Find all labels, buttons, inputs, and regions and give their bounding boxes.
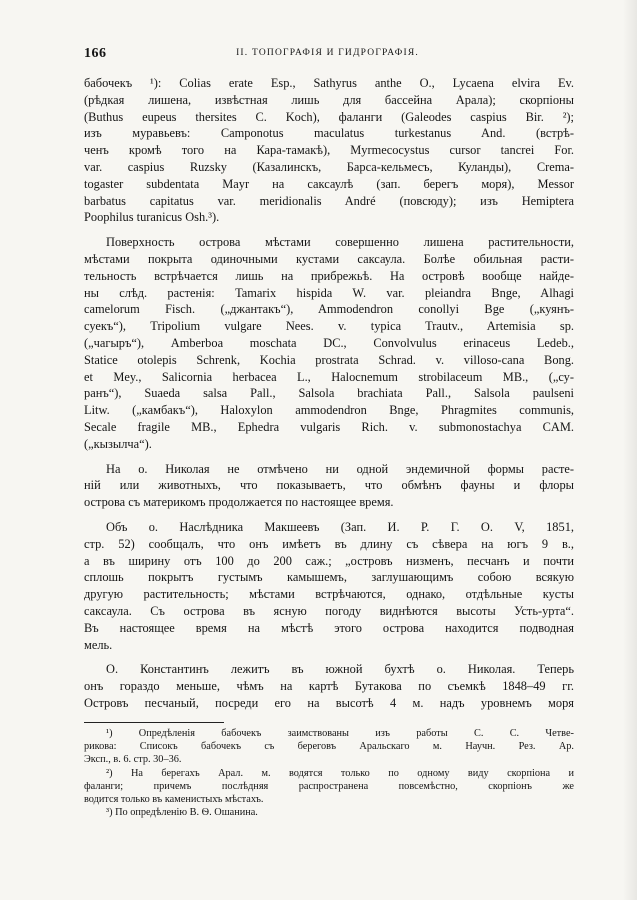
footnote-line: Эксп., в. 6. стр. 30–36. <box>84 754 182 766</box>
page-header <box>84 46 571 64</box>
footnote-divider <box>84 722 224 723</box>
footnotes <box>84 727 574 819</box>
footnote <box>84 767 574 807</box>
paragraph <box>84 75 574 226</box>
footnote <box>84 806 574 819</box>
text-line: ченъ кромѣ того на Кара-тамакѣ), Myrmecocystus cursor tancrei For. <box>84 143 574 158</box>
footnote-line: ³) По опредѣленію В. Ѳ. Ошанина. <box>106 807 258 819</box>
text-line: et Mey., Salicornia herbacea L., Halocnemum strobilaceum MB., („су- <box>84 369 574 384</box>
text-line: онъ гораздо меньше, чѣмъ на картѣ Бутакова по съемкѣ 1848–49 гг. <box>84 679 574 694</box>
text-line: а въ ширину отъ 100 до 200 саж.; „островъ низменъ, песчанъ и почти <box>84 553 574 568</box>
footnote <box>84 727 574 767</box>
page-number: 166 <box>84 46 107 61</box>
text-line: Въ настоящее время на мѣстѣ этого острова находится подводная <box>84 620 574 635</box>
text-line: ранъ“), Suaeda salsa Pall., Salsola brachiata Pall., Salsola paulseni <box>84 386 574 401</box>
text-line: стр. 52) сообщалъ, что онъ имѣетъ въ длину съ сѣвера на югъ 9 в., <box>84 536 574 551</box>
paragraph <box>84 661 574 711</box>
text-line: саксаула. Съ острова въ ясную погоду виднѣются высоты Усть-урта“. <box>84 603 574 618</box>
footnote-line: рикова: Списокъ бабочекъ съ береговъ Аральскаго м. Научн. Рез. Ар. <box>84 741 574 753</box>
text-line: бабочекъ ¹): Colias erate Esp., Sathyrus anthe O., Lycaena elvira Ev. <box>84 76 574 90</box>
text-line: camelorum Fisch. („джантакъ“), Ammodendron conollyi Bge („куянъ- <box>84 302 574 317</box>
footnote-line: ²) На берегахъ Арал. м. водятся только по одному виду скорпіона и <box>106 767 574 779</box>
text-line: мѣстами покрыта одиночными кустами саксаула. Болѣе обильная расти- <box>84 251 574 266</box>
text-line: ны слѣд. растенія: Tamarix hispida W. var. pleiandra Bnge, Alhagi <box>84 285 574 300</box>
text-line: Объ о. Наслѣдника Макшеевъ (Зап. И. Р. Г. О. V, 1851, <box>106 519 574 534</box>
text-line: Statice otolepis Schrenk, Kochia prostrata Schrad. v. villoso-cana Bong. <box>84 352 574 367</box>
text-line: Островъ песчаный, посреди его на высотѣ 4 м. надъ уровнемъ моря <box>84 695 574 710</box>
text-line: суекъ“), Tripolium vulgare Nees. v. typica Trautv., Artemisia sp. <box>84 319 574 334</box>
text-line: Поверхность острова мѣстами совершенно лишена растительности, <box>106 235 574 250</box>
text-line: var. caspius Ruzsky (Казалинскъ, Барса-кельмесъ, Куланды), Crema- <box>84 159 574 174</box>
text-line: На о. Николая не отмѣчено ни одной эндемичной формы расте- <box>106 461 574 476</box>
text-line: Litw. („камбакъ“), Haloxylon ammodendron Bnge, Phragmites communis, <box>84 403 574 418</box>
text-line: мель. <box>84 637 113 652</box>
text-line: ній или животныхъ, что показываетъ, что обмѣнъ фауны и флоры <box>84 478 574 493</box>
paragraph <box>84 234 574 452</box>
text-line: Secale fragile MB., Ephedra vulgaris Rich. v. submonostachya CAM. <box>84 419 574 434</box>
text-line: тельность встрѣчается лишь на прибрежьѣ. На островѣ вообще найде- <box>84 268 574 283</box>
footnote-line: фаланги; причемъ послѣдняя распространена повсемѣстно, скорпіонъ же <box>84 780 574 792</box>
text-line: острова съ материкомъ продолжается по настоящее время. <box>84 495 394 510</box>
text-line: Poophilus turanicus Osh.³). <box>84 210 220 225</box>
main-text <box>84 75 574 712</box>
text-line: barbatus capitatus var. meridionalis André (повсюду); изъ Hemiptera <box>84 193 574 208</box>
paragraph <box>84 519 574 653</box>
paragraph <box>84 461 574 511</box>
text-line: togaster subdentata Mayr на саксаулѣ (зап. берегъ моря), Messor <box>84 176 574 191</box>
text-line: другую растительность; мѣстами встрѣчаются, однако, отдѣльные кусты <box>84 587 574 602</box>
footnote-line: ¹) Опредѣленія бабочекъ заимствованы изъ работы С. С. Четве- <box>106 728 574 739</box>
text-line: О. Константинъ лежитъ въ южной бухтѣ о. Николая. Теперь <box>106 662 574 677</box>
text-line: изъ муравьевъ: Camponotus maculatus turkestanus And. (встрѣ- <box>84 126 574 141</box>
text-line: (рѣдкая лишена, извѣстная лишь для бассейна Арала); скорпіоны <box>84 92 574 107</box>
page-edge-shadow <box>623 0 637 900</box>
running-head: II. ТОПОГРАФІЯ И ГИДРОГРАФІЯ. <box>236 48 419 58</box>
footnote-line: водится только въ каменистыхъ мѣстахъ. <box>84 793 264 805</box>
text-line: („кызылча“). <box>84 436 152 451</box>
text-line: (Buthus eupeus thersites C. Koch), фаланги (Galeodes caspius Bir. ²); <box>84 109 574 124</box>
text-line: сплошь покрытъ густымъ камышемъ, заглушающимъ собою всякую <box>84 570 574 585</box>
text-line: („чагыръ“), Amberboa moschata DC., Convolvulus erinaceus Ledeb., <box>84 335 574 350</box>
